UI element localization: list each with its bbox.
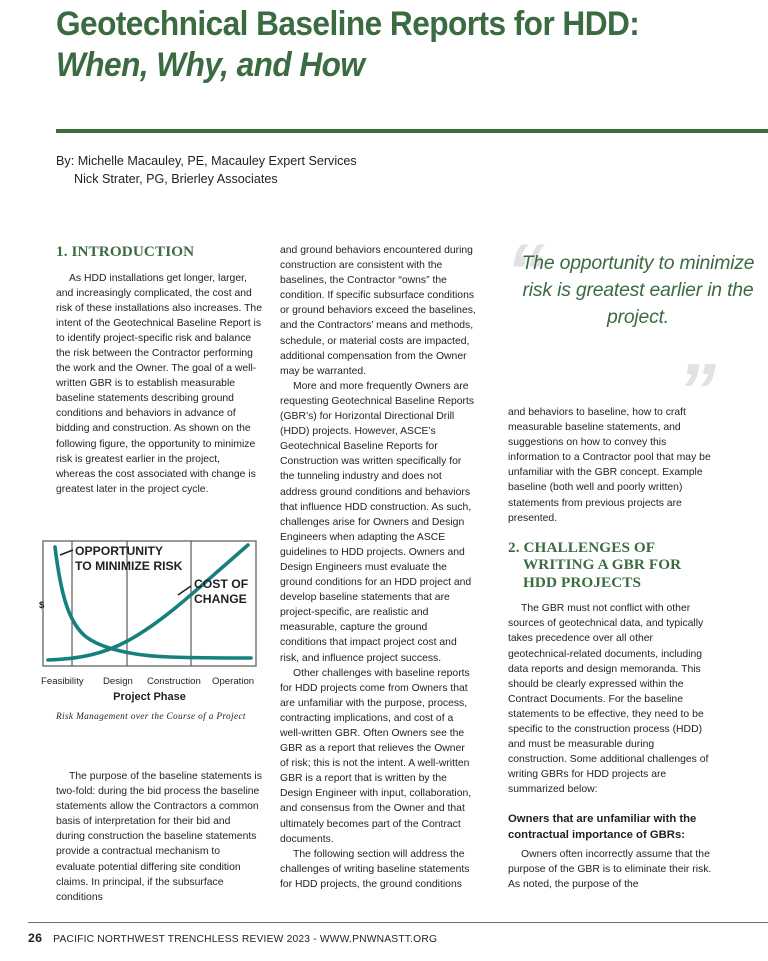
chart-annotation-opportunity-line1: OPPORTUNITY xyxy=(75,544,164,558)
chart-annotation-cost-line1: COST OF xyxy=(194,577,249,591)
column-one-lower xyxy=(56,769,262,905)
page-number: 26 xyxy=(28,931,43,945)
column-one xyxy=(56,243,262,497)
chart-plot-area xyxy=(39,538,260,675)
figure-caption: Risk Management over the Course of a Project xyxy=(56,712,246,722)
pull-quote xyxy=(506,227,760,435)
chart-x-tick-design: Design xyxy=(103,676,133,687)
figure-risk-management xyxy=(22,538,266,722)
section-heading-challenges-line2: WRITING A GBR FOR xyxy=(523,556,682,574)
chart-x-axis-ticks xyxy=(39,675,260,689)
chart-x-tick-feasibility: Feasibility xyxy=(41,676,84,687)
section-heading-introduction: 1. INTRODUCTION xyxy=(56,243,195,260)
col2-paragraph-2: More and more frequently Owners are requesting Geotechnical Baseline Reports (GBR’s) for Horizontal Directional Drill (HDD) projects. However, ASCE’s Geotechnical Baseline Reports for Construction was written specifically for the tunneling industry and does not address ground conditions and behaviors that influence HDD construction. As such, challenges arise for Owners and Design Engineers when adapting the ASCE guidelines to HDD projects. Owners and Design Engineers must evaluate the ground conditions for an HDD project and develop baseline statements that are project-specific, are realistic and measurable, capture the ground conditions that impact project cost and risk, and influence project success. xyxy=(280,380,475,664)
subsection-heading-line2: contractual importance of GBRs: xyxy=(508,828,686,841)
page-title-line-2: When, Why, and How xyxy=(56,46,365,84)
chart-annotation-opportunity-line2: TO MINIMIZE RISK xyxy=(75,559,183,573)
section-heading-challenges xyxy=(508,539,715,592)
byline xyxy=(56,152,516,188)
column-three xyxy=(508,405,715,893)
chart-x-tick-construction: Construction xyxy=(147,676,201,687)
col3-paragraph-continuation: and behaviors to baseline, how to craft measurable baseline statements, and suggestions on how to convey this information to a Contractor pool that may be unfamiliar with the GBR concept. Example baseline (both well and poorly written) statements from previous projects are presented. xyxy=(508,407,711,524)
section-heading-challenges-line3: HDD PROJECTS xyxy=(523,573,642,591)
chart-x-tick-operation: Operation xyxy=(212,676,255,687)
page-footer xyxy=(28,931,728,945)
subsection-heading-owners-unfamiliar xyxy=(508,812,715,843)
byline-author-2 xyxy=(56,170,516,188)
col2-paragraph-3: Other challenges with baseline reports for HDD projects come from Owners that are unfamiliar with the purpose, process, contracting implications, and cost of a well-written GBR. Often Owners see the GBR as a report that relieves the Owner of risk; this is not the intent. A well-written GBR is a report that is written by the Design Engineer with input, collaboration, and consensus from the Owner and that ultimately becomes part of the Contract documents. xyxy=(280,667,472,845)
byline-author-1 xyxy=(56,152,516,170)
intro-paragraph-2: The purpose of the baseline statements is two-fold: during the bid process the baseline statements allow the Contractors a common basis of interpretation for their bid and during construction the baseline statements provide a contractual mechanism to evaluate potential differing site condition claims. In principal, if the subsurface conditions xyxy=(56,771,262,903)
title-divider-rule xyxy=(56,129,768,133)
subsection-heading-line1: Owners that are unfamiliar with the xyxy=(508,813,697,826)
page-title-line-1: Geotechnical Baseline Reports for HDD: xyxy=(56,5,640,43)
column-two xyxy=(280,243,476,892)
masthead xyxy=(56,4,756,86)
pull-quote-text: The opportunity to minimize risk is greatest earlier in the project. xyxy=(521,252,755,328)
footer-publication-text: PACIFIC NORTHWEST TRENCHLESS REVIEW 2023 - WWW.PNWNASTT.ORG xyxy=(53,934,438,945)
risk-cost-line-chart xyxy=(39,538,260,675)
chart-y-axis-label: $ xyxy=(39,600,45,611)
col2-paragraph-continuation: and ground behaviors encountered during construction are consistent with the baselines, the Contractor “owns” the condition. If specific subsurface conditions or ground behaviors exceed the baselines, and the Contractors’ means and methods, schedule, or material costs are impacted, additional compensation from the Owner may be warranted. xyxy=(280,245,476,377)
intro-paragraph-1: As HDD installations get longer, larger, and increasingly complicated, the cost and risk of these installations also increases. The intent of the Geotechnical Baseline Report is to identify project-specific risk and balance the risk between the Contractor performing the work and the Owner. The goal of a well-written GBR is to establish measurable baseline statements describing ground conditions and behaviors in advance of bidding and construction. As shown on the following figure, the opportunity to minimize risk is greatest earlier in the project, whereas the cost associated with change is greatest later in the project cycle. xyxy=(56,272,262,495)
byline-line-1: By: Michelle Macauley, PE, Macauley Expert Services xyxy=(56,154,357,168)
chart-annotation-cost-line2: CHANGE xyxy=(194,592,247,606)
quote-open-mark: “ xyxy=(506,227,545,315)
chart-x-axis-label: Project Phase xyxy=(113,691,186,703)
col2-paragraph-4: The following section will address the challenges of writing baseline statements for HDD projects, the ground conditions xyxy=(280,848,470,890)
section-heading-challenges-line1: 2. CHALLENGES OF xyxy=(508,538,656,556)
col3-paragraph-3: Owners often incorrectly assume that the purpose of the GBR is to eliminate their risk. As noted, the purpose of the xyxy=(508,849,712,891)
footer-divider-rule xyxy=(28,922,768,923)
byline-line-2: Nick Strater, PG, Brierley Associates xyxy=(74,172,278,186)
quote-close-mark: ” xyxy=(677,347,716,435)
col3-paragraph-2: The GBR must not conflict with other sources of geotechnical data, and typically takes precedence over all other geotechnical-related documents, including data reports and design memoranda. This should be clearly expressed within the Contract Documents. For the baseline statements to be effective, they need to be specific to the construction process (HDD) and must be measurable during construction. Some additional challenges of writing GBRs for HDD projects are summarized below: xyxy=(508,603,709,796)
